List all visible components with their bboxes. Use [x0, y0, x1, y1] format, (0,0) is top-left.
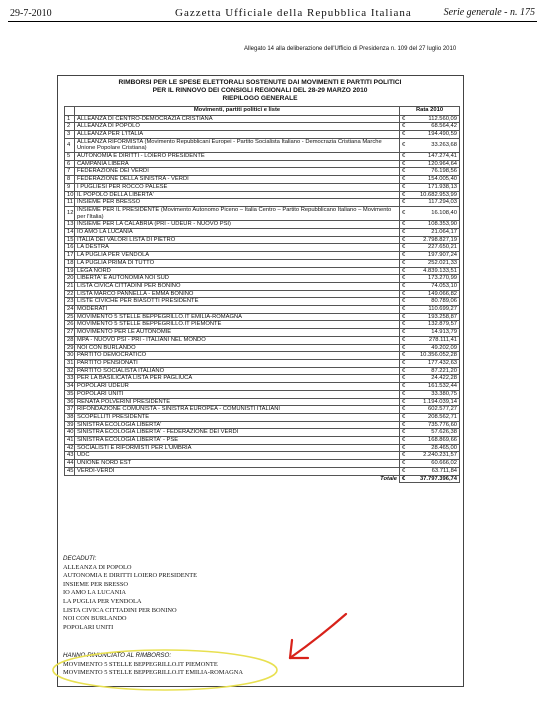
row-amount: 10.356.052,28: [410, 352, 460, 360]
table-row: [65, 267, 460, 275]
row-amount: 16.108,40: [410, 206, 460, 220]
row-number: 29: [65, 344, 75, 352]
row-name: RENATA POLVERINI PRESIDENTE: [75, 398, 400, 406]
row-number: 43: [65, 452, 75, 460]
table-row: [65, 375, 460, 383]
row-number: 8: [65, 176, 75, 184]
row-number: 13: [65, 221, 75, 229]
table-row: [65, 275, 460, 283]
row-number: 27: [65, 329, 75, 337]
table-row: [65, 421, 460, 429]
row-currency: €: [400, 406, 410, 414]
row-name: INSIEME PER LA CALABRIA (PRI - UDEUR - NUOVO PSI): [75, 221, 400, 229]
row-currency: €: [400, 298, 410, 306]
row-number: 37: [65, 406, 75, 414]
table-row: [65, 183, 460, 191]
table-row: [65, 130, 460, 138]
row-number: 15: [65, 236, 75, 244]
row-name: LEGA NORD: [75, 267, 400, 275]
row-currency: €: [400, 344, 410, 352]
row-name: VERDI-VERDI: [75, 467, 400, 475]
total-currency: €: [400, 475, 410, 483]
row-number: 22: [65, 290, 75, 298]
row-name: PARTITO SOCIALISTA ITALIANO: [75, 367, 400, 375]
row-currency: €: [400, 360, 410, 368]
list-item: AUTONOMIA E DIRITTI LOIERO PRESIDENTE: [63, 572, 198, 580]
row-currency: €: [400, 244, 410, 252]
row-amount: 193.258,87: [410, 313, 460, 321]
row-amount: 2.240.231,57: [410, 452, 460, 460]
row-currency: €: [400, 168, 410, 176]
table-row: [65, 321, 460, 329]
row-name: INSIEME PER IL PRESIDENTE (Movimento Autonomo Piceno – Italia Centro – Partito Repubblicano Italiano – Movimento per l'Italia): [75, 206, 400, 220]
table-row: [65, 390, 460, 398]
row-amount: 33.380,75: [410, 390, 460, 398]
table-row: [65, 452, 460, 460]
total-row: [65, 475, 460, 483]
row-currency: €: [400, 275, 410, 283]
row-name: LIBERTA' E AUTONOMIA NOI SUD: [75, 275, 400, 283]
decaduti-section: [63, 555, 197, 632]
row-name: PER LA BASILICATA LISTA PER PAGLIUCA: [75, 375, 400, 383]
table-row: [65, 191, 460, 199]
row-name: MPA - NUOVO PSI - PRI - ITALIANI NEL MONDO: [75, 336, 400, 344]
highlight-ellipse: [50, 647, 280, 693]
row-name: SCOPELLITI PRESIDENTE: [75, 413, 400, 421]
row-name: LISTA CIVICA CITTADINI PER BONINO: [75, 282, 400, 290]
row-name: SINISTRA ECOLOGIA LIBERTA' - PSE: [75, 437, 400, 445]
row-name: POPOLARI UDEUR: [75, 383, 400, 391]
row-currency: €: [400, 115, 410, 123]
row-amount: 57.626,38: [410, 429, 460, 437]
row-number: 45: [65, 467, 75, 475]
row-amount: 735.776,60: [410, 421, 460, 429]
list-item: NOI CON BURLANDO: [63, 615, 127, 623]
row-currency: €: [400, 123, 410, 131]
row-number: 16: [65, 244, 75, 252]
row-name: LA PUGLIA PER VENDOLA: [75, 252, 400, 260]
row-currency: €: [400, 221, 410, 229]
table-title-line: RIEPILOGO GENERALE: [222, 95, 298, 103]
table-header-row: [65, 107, 460, 116]
row-currency: €: [400, 191, 410, 199]
table-row: [65, 221, 460, 229]
header-date: 29-7-2010: [10, 8, 52, 19]
row-amount: 149.066,82: [410, 290, 460, 298]
decaduti-heading: DECADUTI:: [63, 555, 97, 562]
table-row: [65, 236, 460, 244]
header-rate: Rata 2010: [400, 107, 460, 116]
row-name: LA PUGLIA PRIMA DI TUTTO: [75, 259, 400, 267]
row-number: 18: [65, 259, 75, 267]
row-name: UDC: [75, 452, 400, 460]
row-name: MOVIMENTO 5 STELLE BEPPEGRILLO.IT PIEMONTE: [75, 321, 400, 329]
total-label: Totale: [380, 475, 397, 482]
row-currency: €: [400, 375, 410, 383]
row-amount: 112.560,09: [410, 115, 460, 123]
row-name: ITALIA DEI VALORI LISTA DI PIETRO: [75, 236, 400, 244]
row-currency: €: [400, 383, 410, 391]
row-currency: €: [400, 176, 410, 184]
row-name: IL POPOLO DELLA LIBERTA': [75, 191, 400, 199]
row-currency: €: [400, 199, 410, 207]
row-amount: 108.353,90: [410, 221, 460, 229]
table-row: [65, 329, 460, 337]
row-amount: 602.577,27: [410, 406, 460, 414]
row-currency: €: [400, 267, 410, 275]
row-amount: 227.650,21: [410, 244, 460, 252]
table-row: [65, 352, 460, 360]
row-amount: 63.711,84: [410, 467, 460, 475]
row-currency: €: [400, 313, 410, 321]
table-title: [65, 79, 455, 104]
row-amount: 168.869,66: [410, 437, 460, 445]
table-row: [65, 290, 460, 298]
row-currency: €: [400, 367, 410, 375]
row-number: 28: [65, 336, 75, 344]
row-currency: €: [400, 282, 410, 290]
row-number: 36: [65, 398, 75, 406]
row-number: 5: [65, 153, 75, 161]
row-amount: 74.053,10: [410, 282, 460, 290]
row-currency: €: [400, 352, 410, 360]
row-name: MOVIMENTO 5 STELLE BEPPEGRILLO.IT EMILIA-ROMAGNA: [75, 313, 400, 321]
row-currency: €: [400, 290, 410, 298]
row-number: 10: [65, 191, 75, 199]
row-amount: 49.202,09: [410, 344, 460, 352]
row-amount: 194.490,59: [410, 130, 460, 138]
row-currency: €: [400, 329, 410, 337]
table-row: [65, 313, 460, 321]
table-row: [65, 229, 460, 237]
list-item: ALLEANZA DI POPOLO: [63, 563, 132, 571]
row-currency: €: [400, 398, 410, 406]
row-name: NOI CON BURLANDO: [75, 344, 400, 352]
row-amount: 173.270,99: [410, 275, 460, 283]
row-currency: €: [400, 437, 410, 445]
row-currency: €: [400, 444, 410, 452]
table-row: [65, 115, 460, 123]
row-number: 2: [65, 123, 75, 131]
row-number: 32: [65, 367, 75, 375]
row-number: 6: [65, 160, 75, 168]
row-currency: €: [400, 421, 410, 429]
table-row: [65, 398, 460, 406]
row-amount: 68.564,42: [410, 123, 460, 131]
row-currency: €: [400, 252, 410, 260]
row-amount: 117.294,03: [410, 199, 460, 207]
row-number: 40: [65, 429, 75, 437]
row-name: CAMPANIA LIBERA: [75, 160, 400, 168]
header-title: Gazzetta Ufficiale della Repubblica Italiana: [175, 7, 412, 19]
row-number: 21: [65, 282, 75, 290]
reimbursement-table: [64, 106, 460, 483]
row-name: IO AMO LA LUCANIA: [75, 229, 400, 237]
row-number: 26: [65, 321, 75, 329]
row-number: 1: [65, 115, 75, 123]
table-row: [65, 138, 460, 152]
list-item: IO AMO LA LUCANIA: [63, 589, 127, 597]
table-body: [65, 115, 460, 483]
row-number: 17: [65, 252, 75, 260]
row-currency: €: [400, 130, 410, 138]
row-currency: €: [400, 429, 410, 437]
table-row: [65, 429, 460, 437]
rinunciato-heading: HANNO RINUNCIATO AL RIMBORSO:: [63, 652, 172, 659]
row-name: ALLEANZA DI CENTRO-DEMOCRAZIA CRISTIANA: [75, 115, 400, 123]
row-number: 42: [65, 444, 75, 452]
row-amount: 154.005,40: [410, 176, 460, 184]
row-name: FEDERAZIONE DEI VERDI: [75, 168, 400, 176]
row-amount: 197.907,24: [410, 252, 460, 260]
header-num: [65, 107, 75, 116]
row-name: SINISTRA ECOLOGIA LIBERTA': [75, 421, 400, 429]
table-row: [65, 252, 460, 260]
table-row: [65, 153, 460, 161]
table-row: [65, 206, 460, 220]
row-amount: 171.938,13: [410, 183, 460, 191]
row-number: 38: [65, 413, 75, 421]
row-number: 9: [65, 183, 75, 191]
row-number: 3: [65, 130, 75, 138]
list-item: LA PUGLIA PER VENDOLA: [63, 597, 142, 605]
row-number: 41: [65, 437, 75, 445]
row-amount: 14.913,79: [410, 329, 460, 337]
list-item: POPOLARI UNITI: [63, 623, 114, 631]
allegato-note: Allegato 14 alla deliberazione dell'Ufficio di Presidenza n. 109 del 27 luglio 2010: [244, 46, 457, 52]
table-row: [65, 282, 460, 290]
row-currency: €: [400, 306, 410, 314]
row-amount: 87.221,20: [410, 367, 460, 375]
row-number: 11: [65, 199, 75, 207]
table-row: [65, 298, 460, 306]
table-row: [65, 168, 460, 176]
row-number: 19: [65, 267, 75, 275]
row-currency: €: [400, 467, 410, 475]
row-amount: 21.064,17: [410, 229, 460, 237]
row-currency: €: [400, 183, 410, 191]
row-amount: 177.432,63: [410, 360, 460, 368]
row-number: 34: [65, 383, 75, 391]
row-currency: €: [400, 153, 410, 161]
row-number: 20: [65, 275, 75, 283]
header-serie: Serie generale - n. 175: [443, 7, 535, 18]
row-name: PARTITO PENSIONATI: [75, 360, 400, 368]
row-name: SOCIALISTI E RIFORMISTI PER L'UMBRIA: [75, 444, 400, 452]
table-row: [65, 467, 460, 475]
row-amount: 80.789,06: [410, 298, 460, 306]
list-item: INSIEME PER BRESSO: [63, 580, 128, 588]
row-currency: €: [400, 259, 410, 267]
row-name: RIFONDAZIONE COMUNISTA - SINISTRA EUROPEA - COMUNISTI ITALIANI: [75, 406, 400, 414]
list-item: LISTA CIVICA CITTADINI PER BONINO: [63, 606, 177, 614]
row-amount: 60.666,02: [410, 460, 460, 468]
decaduti-list: [63, 564, 197, 633]
table-title-line: RIMBORSI PER LE SPESE ELETTORALI SOSTENUTE DAI MOVIMENTI E PARTITI POLITICI: [118, 79, 402, 86]
row-name: FEDERAZIONE DELLA SINISTRA - VERDI: [75, 176, 400, 184]
row-name: UNIONE NORD EST: [75, 460, 400, 468]
row-currency: €: [400, 138, 410, 152]
row-currency: €: [400, 390, 410, 398]
row-currency: €: [400, 160, 410, 168]
table-row: [65, 444, 460, 452]
table-row: [65, 176, 460, 184]
table-row: [65, 413, 460, 421]
row-amount: 132.879,57: [410, 321, 460, 329]
row-name: ALLEANZA PER L'ITALIA: [75, 130, 400, 138]
row-amount: 208.562,71: [410, 413, 460, 421]
table-row: [65, 123, 460, 131]
row-amount: 28.465,00: [410, 444, 460, 452]
row-amount: 33.263,68: [410, 138, 460, 152]
total-amount: 37.797.396,74: [410, 475, 460, 483]
table-row: [65, 306, 460, 314]
list-item: MOVIMENTO 5 STELLE BEPPEGRILLO.IT EMILIA-ROMAGNA: [63, 669, 243, 677]
row-name: MOVIMENTO PER LE AUTONOMIE: [75, 329, 400, 337]
row-number: 14: [65, 229, 75, 237]
table-row: [65, 437, 460, 445]
row-amount: 252.021,33: [410, 259, 460, 267]
table-row: [65, 160, 460, 168]
table-row: [65, 259, 460, 267]
row-name: AUTONOMIA E DIRITTI - LOIERO PRESIDENTE: [75, 153, 400, 161]
row-currency: €: [400, 321, 410, 329]
table-row: [65, 344, 460, 352]
red-arrow-icon: [280, 610, 350, 670]
row-currency: €: [400, 206, 410, 220]
row-name: I PUGLIESI PER ROCCO PALESE: [75, 183, 400, 191]
table-row: [65, 336, 460, 344]
row-amount: 278.111,41: [410, 336, 460, 344]
row-name: LISTE CIVICHE PER BIASOTTI PRESIDENTE: [75, 298, 400, 306]
row-name: ALLEANZA RIFORMISTA (Movimento Repubblicani Europei - Partito Socialista Italiano - Democrazia Cristiana Marche Unione Popolare Cristiana): [75, 138, 400, 152]
row-amount: 110.699,27: [410, 306, 460, 314]
row-currency: €: [400, 229, 410, 237]
row-name: LA DESTRA: [75, 244, 400, 252]
row-currency: €: [400, 336, 410, 344]
row-amount: 2.798.827,19: [410, 236, 460, 244]
row-name: POPOLARI UNITI: [75, 390, 400, 398]
header-rule: [8, 21, 537, 22]
list-item: MOVIMENTO 5 STELLE BEPPEGRILLO.IT PIEMONTE: [63, 660, 218, 668]
table-row: [65, 367, 460, 375]
row-number: 23: [65, 298, 75, 306]
row-amount: 161.532,44: [410, 383, 460, 391]
row-number: 30: [65, 352, 75, 360]
row-number: 33: [65, 375, 75, 383]
row-amount: 24.422,28: [410, 375, 460, 383]
row-amount: 120.964,64: [410, 160, 460, 168]
row-amount: 4.839.133,51: [410, 267, 460, 275]
row-number: 39: [65, 421, 75, 429]
row-currency: €: [400, 413, 410, 421]
table-title-line: PER IL RINNOVO DEI CONSIGLI REGIONALI DEL 28-29 MARZO 2010: [152, 87, 368, 95]
row-amount: 10.682.953,99: [410, 191, 460, 199]
header-name: Movimenti, partiti politici e liste: [75, 107, 400, 116]
row-amount: 76.198,56: [410, 168, 460, 176]
row-number: 44: [65, 460, 75, 468]
table-row: [65, 199, 460, 207]
row-number: 25: [65, 313, 75, 321]
row-number: 7: [65, 168, 75, 176]
table-row: [65, 244, 460, 252]
row-number: 31: [65, 360, 75, 368]
row-amount: 147.274,41: [410, 153, 460, 161]
row-currency: €: [400, 460, 410, 468]
table-row: [65, 360, 460, 368]
row-name: ALLEANZA DI POPOLO: [75, 123, 400, 131]
row-name: PARTITO DEMOCRATICO: [75, 352, 400, 360]
row-number: 24: [65, 306, 75, 314]
row-amount: 1.194.039,14: [410, 398, 460, 406]
table-row: [65, 383, 460, 391]
row-number: 12: [65, 206, 75, 220]
row-name: MODERATI: [75, 306, 400, 314]
row-currency: €: [400, 236, 410, 244]
row-number: 35: [65, 390, 75, 398]
page-header: [0, 0, 543, 22]
row-name: SINISTRA ECOLOGIA LIBERTA' - FEDERAZIONE DEI VERDI: [75, 429, 400, 437]
row-name: LISTA MARCO PANNELLA - EMMA BONINO: [75, 290, 400, 298]
table-row: [65, 460, 460, 468]
table-row: [65, 406, 460, 414]
row-currency: €: [400, 452, 410, 460]
row-number: 4: [65, 138, 75, 152]
row-name: INSIEME PER BRESSO: [75, 199, 400, 207]
